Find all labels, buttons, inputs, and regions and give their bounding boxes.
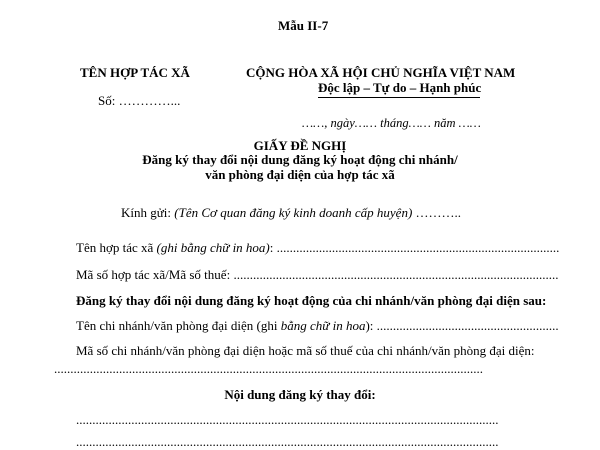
country-name: CỘNG HÒA XÃ HỘI CHỦ NGHĨA VIỆT NAM xyxy=(246,65,516,80)
branch-tax-label: Mã số chi nhánh/văn phòng đại diện hoặc mã số thuế của chi nhánh/văn phòng đại diện: xyxy=(76,343,535,358)
branch-name-hint: bằng chữ in hoa xyxy=(280,318,366,333)
national-motto: Độc lập – Tự do – Hạnh phúc xyxy=(318,80,482,95)
coop-name-dots: : ....................................................................................... xyxy=(269,240,560,255)
branch-name-hint-open: (ghi xyxy=(253,318,281,333)
date-line: ……, ngày…… tháng…… năm …… xyxy=(302,116,481,130)
change-content-line-1: .................................................................................................................................. xyxy=(76,412,499,427)
branch-name-field xyxy=(76,318,559,334)
coop-tax-dots: .................................................................................................... xyxy=(230,267,559,282)
branch-name-hint-close: ): xyxy=(365,318,374,333)
coop-tax-field xyxy=(76,267,558,283)
addressee-line xyxy=(121,205,461,221)
document-number xyxy=(98,93,180,109)
document-subtitle-line-1: Đăng ký thay đổi nội dung đăng ký hoạt động chi nhánh/ xyxy=(142,152,458,167)
branch-name-dots: ........................................................ xyxy=(373,318,559,333)
document-title: GIẤY ĐỀ NGHỊ xyxy=(253,138,347,153)
branch-name-label: Tên chi nhánh/văn phòng đại diện xyxy=(76,318,254,333)
addressee-value: (Tên Cơ quan đăng ký kinh doanh cấp huyện) xyxy=(174,205,413,220)
coop-name-label: Tên hợp tác xã xyxy=(76,240,154,255)
coop-tax-label: Mã số hợp tác xã/Mã số thuế: xyxy=(76,267,231,282)
change-content-line-2: .................................................................................................................................. xyxy=(76,434,499,449)
document-subtitle-line-2: văn phòng đại diện của hợp tác xã xyxy=(205,167,395,182)
coop-name-hint: (ghi bằng chữ in hoa) xyxy=(156,240,270,255)
branch-tax-dots: .................................................................................................................................... xyxy=(54,361,483,376)
coop-name-heading: TÊN HỢP TÁC XÃ xyxy=(80,65,190,80)
coop-name-field xyxy=(76,240,559,256)
document-number-label: Số: xyxy=(98,93,116,108)
addressee-label: Kính gửi: xyxy=(121,205,172,220)
document-number-dots: …………... xyxy=(118,93,181,108)
form-code: Mẫu II-7 xyxy=(278,18,329,33)
branch-change-heading: Đăng ký thay đổi nội dung đăng ký hoạt động của chi nhánh/văn phòng đại diện sau: xyxy=(76,293,547,308)
motto-underline xyxy=(318,97,480,98)
addressee-dots: ……….. xyxy=(412,205,462,220)
change-content-heading: Nội dung đăng ký thay đổi: xyxy=(224,387,376,402)
